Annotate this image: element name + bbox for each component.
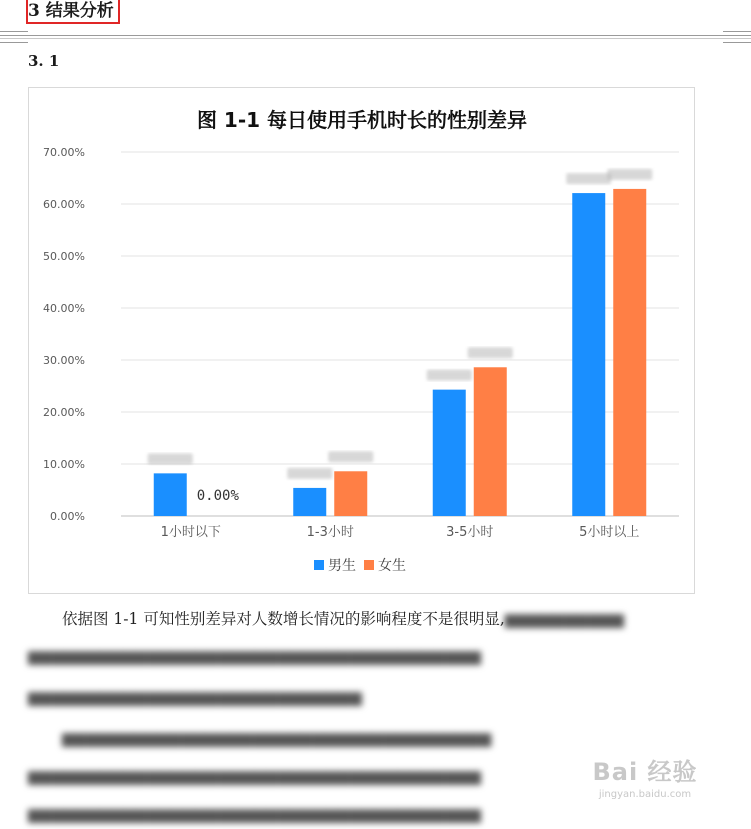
y-tick-label: 20.00% [43, 406, 85, 419]
subsection-heading: 3. 1 [28, 52, 60, 70]
page-divider [0, 35, 751, 36]
x-tick-label: 1-3小时 [306, 525, 354, 540]
blurred-line: ▆▆▆▆▆▆▆▆▆▆▆▆▆▆▆▆▆▆▆▆▆▆▆▆▆▆▆▆▆▆▆▆▆▆▆▆▆▆ [28, 767, 481, 785]
chart-frame[interactable] [28, 87, 695, 594]
bar-男生-3-5小时 [433, 390, 466, 516]
legend-label: 男生 [328, 558, 356, 574]
bar-女生-3-5小时 [474, 367, 507, 516]
bar-男生-1-3小时 [293, 488, 326, 516]
blurred-data-label [468, 347, 513, 358]
bar-男生-5小时以上 [572, 193, 605, 516]
blurred-data-label [607, 169, 652, 180]
blurred-data-label [566, 173, 611, 184]
paragraph-1-text: 依据图 1-1 可知性别差异对人数增长情况的影响程度不是很明显, [62, 610, 505, 628]
legend-label: 女生 [378, 558, 406, 574]
legend-swatch [364, 560, 374, 570]
bar-女生-1-3小时 [334, 471, 367, 516]
page-divider-secondary [0, 38, 751, 39]
bar-男生-1小时以下 [154, 473, 187, 516]
x-tick-label: 3-5小时 [446, 525, 494, 540]
y-tick-label: 70.00% [43, 146, 85, 159]
y-tick-label: 40.00% [43, 302, 85, 315]
blurred-data-label [427, 370, 472, 381]
y-tick-label: 30.00% [43, 354, 85, 367]
blurred-data-label [287, 468, 332, 479]
bar-chart [29, 88, 696, 595]
x-tick-label: 1小时以下 [160, 525, 221, 540]
blurred-data-label [328, 451, 373, 462]
blurred-line: ▆▆▆▆▆▆▆▆▆▆▆▆▆▆▆▆▆▆▆▆▆▆▆▆▆▆▆▆▆▆▆▆▆▆▆▆▆▆ [28, 805, 481, 823]
paragraph-1 [28, 605, 728, 634]
data-label: 0.00% [196, 488, 239, 504]
blurred-data-label [148, 453, 193, 464]
blurred-line: ▆▆▆▆▆▆▆▆▆▆▆▆▆▆▆▆▆▆▆▆▆▆▆▆▆▆▆▆▆▆▆▆▆▆▆▆ [62, 729, 492, 747]
chart-title: 图 1-1 每日使用手机时长的性别差异 [196, 108, 528, 132]
y-tick-label: 10.00% [43, 458, 85, 471]
y-tick-label: 50.00% [43, 250, 85, 263]
blurred-line: ▆▆▆▆▆▆▆▆▆▆▆▆▆▆▆▆▆▆▆▆▆▆▆▆▆▆▆▆▆▆▆▆▆▆▆▆▆▆ [28, 647, 481, 665]
legend-swatch [314, 560, 324, 570]
watermark-brand: Bai 经验 [592, 758, 698, 786]
margin-marker-left [0, 31, 28, 43]
y-tick-label: 0.00% [50, 510, 85, 523]
watermark [565, 752, 725, 800]
y-tick-label: 60.00% [43, 198, 85, 211]
blurred-text: ▆▆▆▆▆▆▆▆▆▆ [504, 610, 624, 628]
margin-marker-right [723, 31, 751, 43]
blurred-line: ▆▆▆▆▆▆▆▆▆▆▆▆▆▆▆▆▆▆▆▆▆▆▆▆▆▆▆▆ [28, 688, 362, 706]
section-heading: 3 结果分析 [28, 0, 118, 22]
bar-女生-5小时以上 [613, 189, 646, 516]
x-tick-label: 5小时以上 [579, 525, 640, 540]
watermark-url: jingyan.baidu.com [598, 789, 692, 800]
